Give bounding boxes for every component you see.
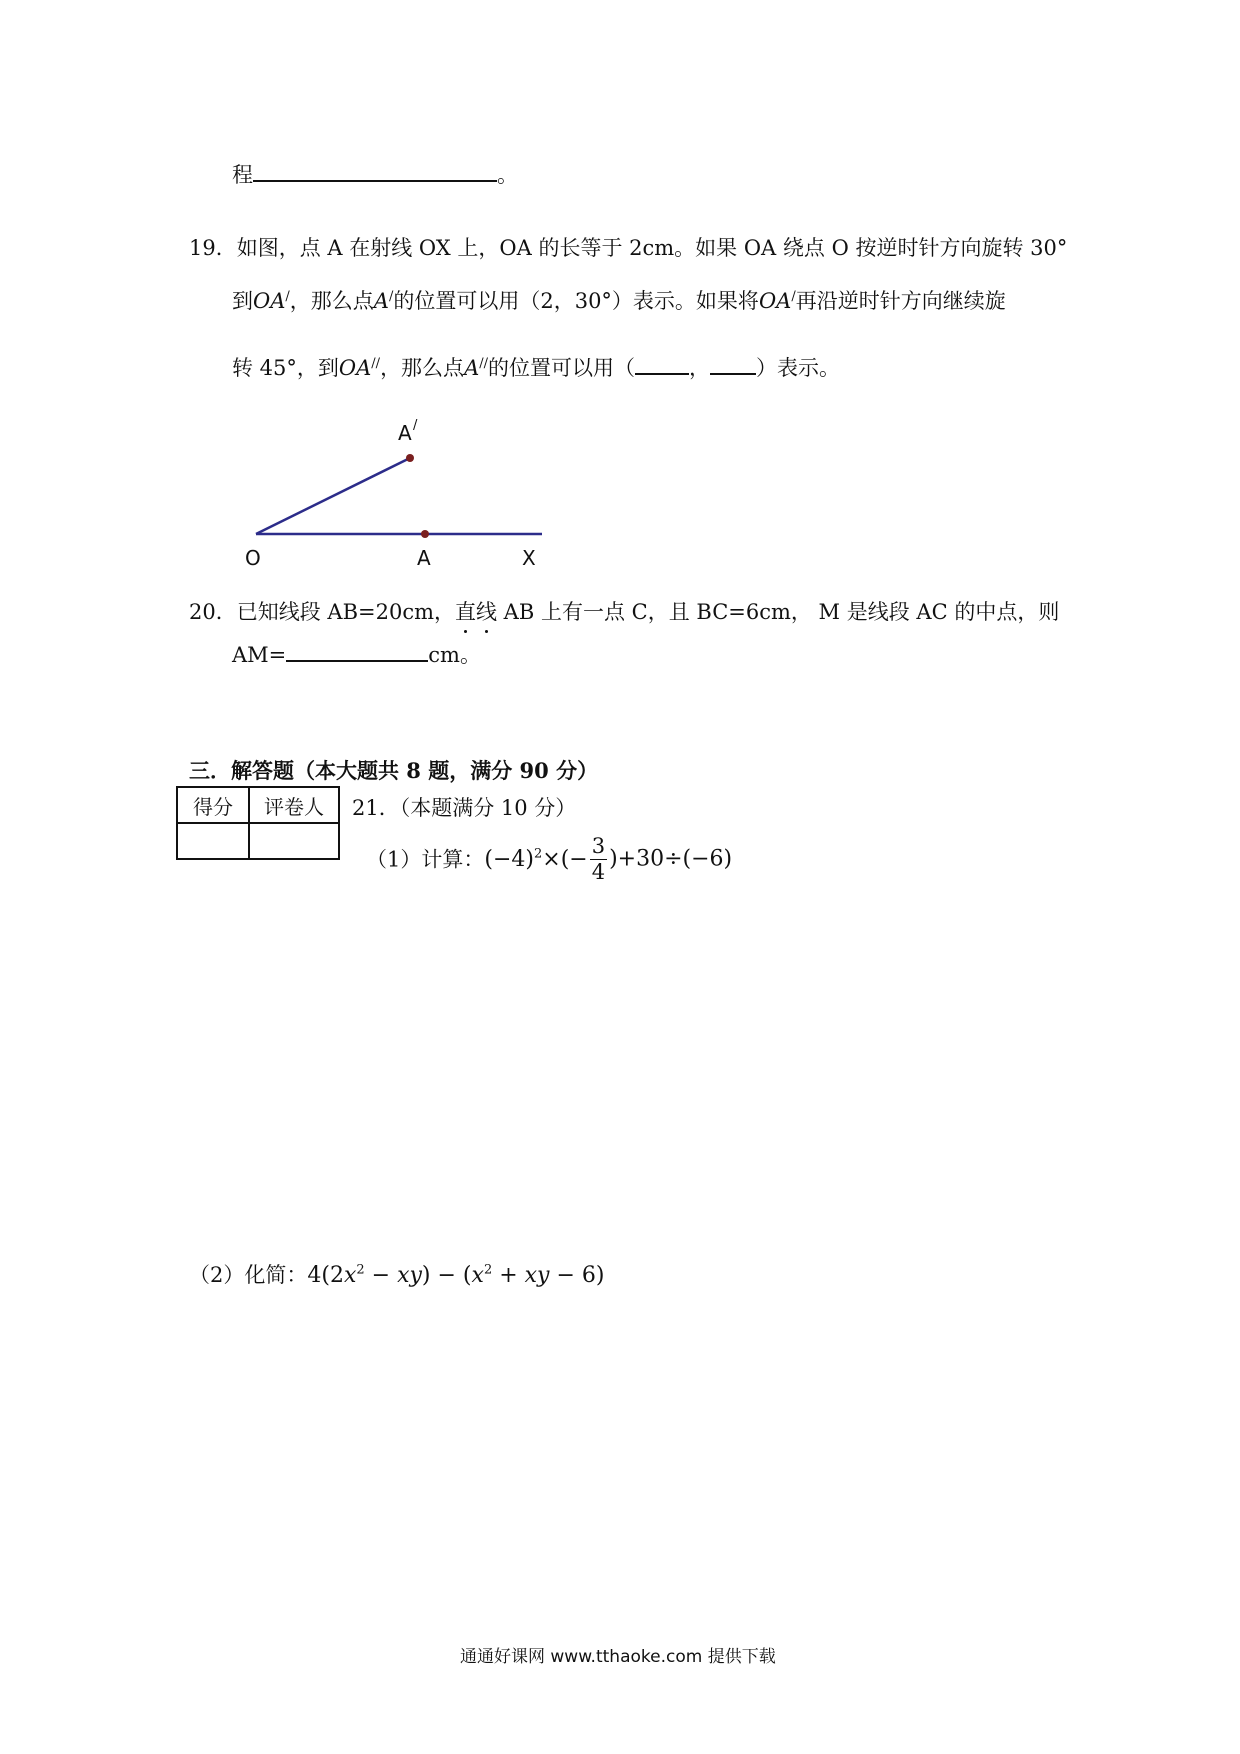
p2-b: − [364, 1263, 398, 1288]
q19-text-1: 如图，点 A 在射线 OX 上，OA 的长等于 2cm。如果 OA 绕点 O 按逆时针方向旋转 30° [236, 236, 1068, 260]
q19-text-2a: 到 [232, 289, 253, 313]
q19-a-dprime: A [464, 356, 480, 380]
q19-text-3c: 的位置可以用（ [488, 356, 635, 380]
score-table [176, 786, 340, 860]
point-a [421, 530, 429, 538]
q21-title: 21．（本题满分 10 分） [352, 796, 577, 820]
q19-text-3d: ）表示。 [756, 356, 840, 380]
q21-exp: 2 [533, 846, 543, 862]
q20-emphasis-1: 直 [455, 597, 476, 627]
q20-text-1a: 已知线段 AB=20cm， [236, 600, 455, 624]
label-a-prime: A [398, 421, 412, 445]
p2-exp1: 2 [356, 1262, 365, 1278]
point-a-prime [406, 454, 414, 462]
q21-part2-expr [307, 1263, 604, 1288]
p2-xy2: xy [524, 1263, 550, 1288]
q19-text-3a: 转 45°，到 [232, 356, 339, 380]
q19-oa-prime: OA [253, 289, 286, 313]
q21-part2-label: （2）化简： [189, 1263, 308, 1287]
q19-blank-1 [635, 351, 689, 375]
q19-line1 [189, 233, 1067, 263]
grader-cell[interactable] [249, 823, 339, 859]
section-3-heading: 三．解答题（本大题共 8 题，满分 90 分） [189, 758, 599, 783]
q21-expr-b: ×(− [542, 846, 588, 872]
q19-number: 19． [189, 236, 237, 260]
q21-expr-c: )+30÷(−6) [609, 846, 733, 872]
q19-prime-mark-3: / [791, 289, 796, 304]
segment-oa-prime [256, 458, 410, 534]
q20-line1 [189, 597, 1059, 627]
q20-number: 20． [189, 600, 237, 624]
q19-a-prime: A [373, 289, 389, 313]
q20-text-2a: AM= [232, 643, 287, 667]
q21-part2 [189, 1260, 604, 1291]
p2-x1: x [343, 1263, 357, 1288]
q19-text-3b: ，那么点 [380, 356, 465, 380]
q19-line3 [232, 351, 840, 383]
p2-e: − 6) [549, 1263, 605, 1288]
q19-dprime-mark-2: // [479, 356, 488, 371]
label-x: X [522, 546, 536, 570]
q21-fraction-num: 3 [591, 834, 606, 858]
q18-answer-blank [253, 158, 497, 182]
rotation-figure [230, 415, 560, 575]
q21-fraction [590, 836, 607, 883]
q19-dprime-mark: // [371, 356, 381, 371]
label-a: A [417, 546, 431, 570]
q18-tail-line [232, 158, 518, 190]
q21-expr-a: (−4) [484, 846, 534, 872]
q20-text-2b: cm。 [428, 643, 481, 667]
p2-a: 4(2 [307, 1263, 344, 1288]
score-header: 得分 [177, 787, 249, 823]
q19-prime-mark: / [285, 289, 290, 304]
score-cell[interactable] [177, 823, 249, 859]
label-a-prime-mark: / [413, 418, 418, 433]
q19-comma: ， [689, 356, 710, 380]
q20-answer-blank [286, 638, 428, 662]
p2-c: ) − ( [421, 1263, 472, 1288]
q18-tail-prefix: 程 [232, 163, 253, 187]
q19-text-2b: ，那么点 [289, 289, 374, 313]
p2-x2: x [471, 1263, 484, 1288]
q20-emphasis-2: 线 [476, 597, 497, 627]
q19-text-2d: 再沿逆时针方向继续旋 [795, 289, 1006, 313]
grader-header: 评卷人 [249, 787, 339, 823]
label-o: O [245, 546, 261, 570]
p2-xy1: xy [397, 1263, 422, 1288]
q21-fraction-den: 4 [591, 860, 606, 884]
q20-line2 [232, 638, 481, 670]
q18-tail-suffix: 。 [497, 163, 518, 187]
q19-oa-dprime: OA [338, 356, 372, 380]
q21-part1-expr [484, 847, 587, 872]
page-footer: 通通好课网 www.tthaoke.com 提供下载 [460, 1647, 776, 1667]
q21-part1-label: （1）计算： [366, 847, 485, 872]
q19-oa-prime-2: OA [758, 289, 792, 313]
p2-d: + [492, 1263, 525, 1288]
p2-exp2: 2 [483, 1262, 493, 1278]
q19-blank-2 [710, 351, 756, 375]
q20-text-1b: AB 上有一点 C，且 BC=6cm， M 是线段 AC 的中点，则 [497, 600, 1060, 624]
q19-text-2c: 的位置可以用（2，30°）表示。如果将 [393, 289, 759, 313]
q19-line2 [232, 286, 1006, 316]
q21-part1 [366, 836, 732, 883]
q19-prime-mark-2: / [388, 289, 394, 304]
